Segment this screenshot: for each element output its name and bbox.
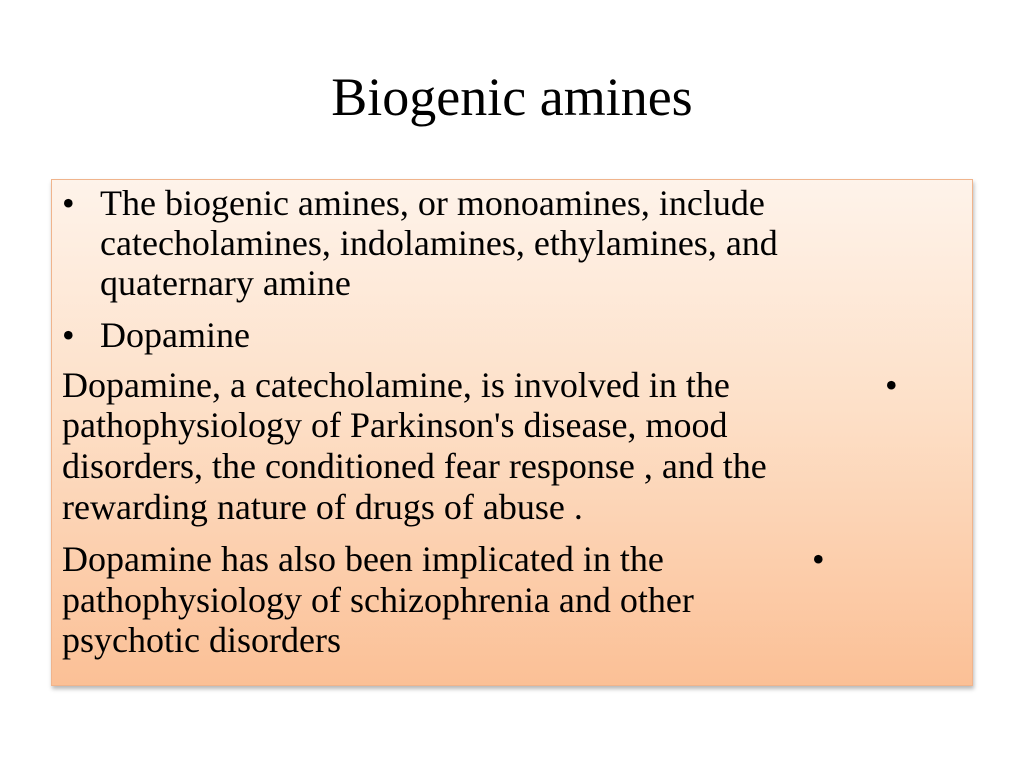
bullet-icon: • [885, 365, 898, 405]
bullet-icon: • [812, 539, 825, 579]
paragraph2-line2: pathophysiology of schizophrenia and other [62, 580, 694, 620]
content-box [51, 179, 973, 686]
paragraph1-line4: rewarding nature of drugs of abuse . [62, 487, 583, 527]
paragraph1-line3: disorders, the conditioned fear response , and the [62, 446, 767, 486]
paragraph2-line3: psychotic disorders [62, 620, 341, 660]
paragraph1-line1: Dopamine, a catecholamine, is involved in the [62, 365, 730, 405]
slide-title: Biogenic amines [331, 67, 693, 127]
bullet-icon: • [62, 183, 75, 223]
item2-text: Dopamine [100, 315, 250, 355]
item1-line3: quaternary amine [100, 263, 351, 303]
paragraph1-line2: pathophysiology of Parkinson's disease, mood [62, 405, 728, 445]
item1-line2: catecholamines, indolamines, ethylamines, and [100, 223, 778, 263]
paragraph2-line1: Dopamine has also been implicated in the [62, 539, 664, 579]
item1-line1: The biogenic amines, or monoamines, include [100, 183, 765, 223]
bullet-icon: • [62, 315, 75, 355]
